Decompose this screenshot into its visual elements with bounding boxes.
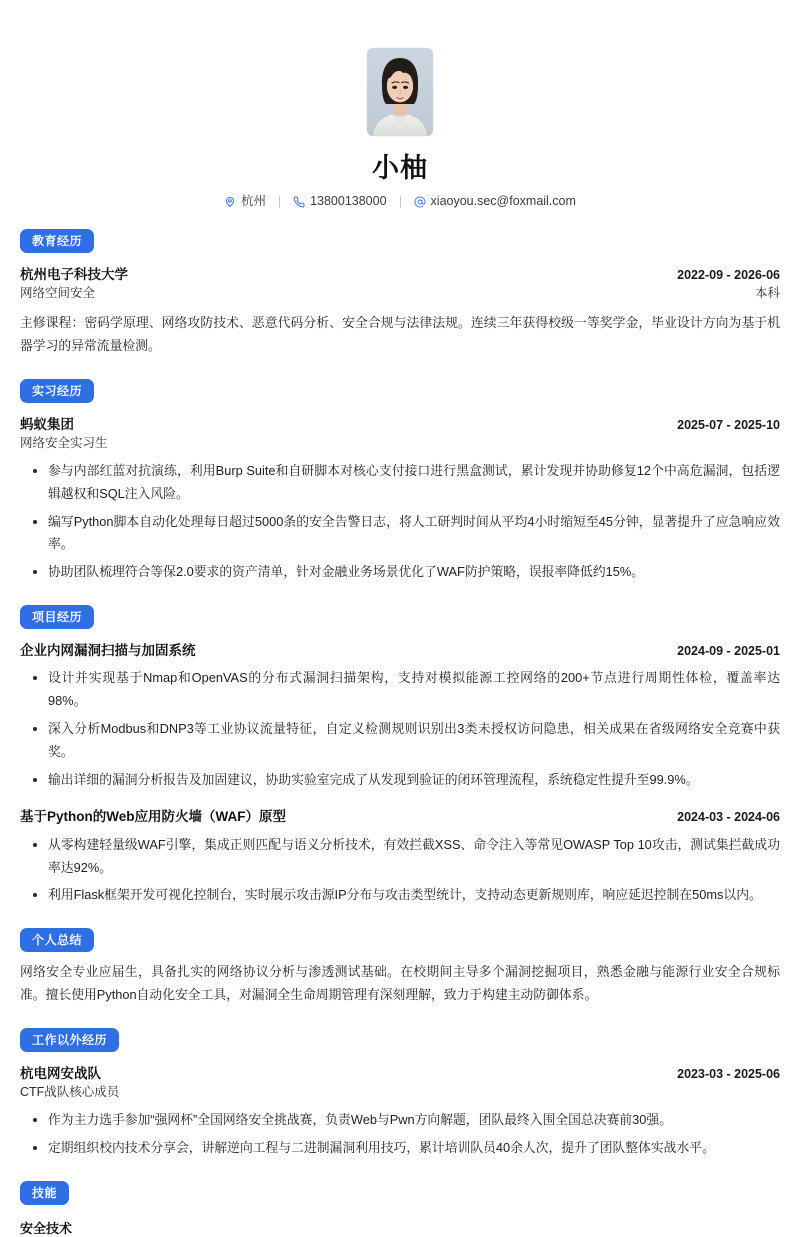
- project-bullets: [20, 667, 780, 791]
- section-badge-summary: 个人总结: [20, 928, 94, 952]
- list-item: 编写Python脚本自动化处理每日超过5000条的安全告警日志，将人工研判时间从平均4小时缩短至45分钟，显著提升了应急响应效率。: [20, 511, 780, 557]
- avatar: [367, 48, 433, 136]
- education-degree: 本科: [754, 286, 780, 301]
- skill-group-title: 安全技术: [20, 1220, 73, 1236]
- location-pin-icon: [224, 196, 236, 208]
- extracurricular-bullets: [20, 1109, 780, 1160]
- list-item: 参与内部红蓝对抗演练，利用Burp Suite和自研脚本对核心支付接口进行黑盒测试，累计发现并协助修复12个中高危漏洞，包括逻辑越权和SQL注入风险。: [20, 460, 780, 506]
- list-item: 从零构建轻量级WAF引擎，集成正则匹配与语义分析技术，有效拦截XSS、命令注入等常见OWASP Top 10攻击，测试集拦截成功率达92%。: [20, 834, 780, 880]
- section-badge-skills: 技能: [20, 1181, 69, 1205]
- section-skills: [20, 1181, 780, 1237]
- education-detail: 主修课程：密码学原理、网络攻防技术、恶意代码分析、安全合规与法律法规。连续三年获得校级一等奖学金，毕业设计方向为基于机器学习的异常流量检测。: [20, 315, 780, 353]
- section-badge-internship: 实习经历: [20, 379, 94, 403]
- list-item: 协助团队梳理符合等保2.0要求的资产清单，针对金融业务场景优化了WAF防护策略，误报率降低约15%。: [20, 561, 780, 584]
- section-badge-extracurricular: 工作以外经历: [20, 1028, 119, 1052]
- section-badge-projects: 项目经历: [20, 605, 94, 629]
- page-title: 小柚: [372, 153, 428, 183]
- extracurricular-row-primary: [20, 1064, 780, 1084]
- project-entry: [20, 807, 780, 907]
- contact-email-text: xiaoyou.sec@foxmail.com: [430, 194, 576, 209]
- project-date: 2024-09 - 2025-01: [677, 643, 780, 658]
- resume-header: [20, 40, 780, 208]
- list-item: 设计并实现基于Nmap和OpenVAS的分布式漏洞扫描架构，支持对模拟能源工控网络的200+节点进行周期性体检，覆盖率达98%。: [20, 667, 780, 713]
- extracurricular-org: 杭电网安战队: [20, 1065, 101, 1081]
- phone-icon: [293, 196, 305, 208]
- section-projects: [20, 605, 780, 907]
- list-item: 定期组织校内技术分享会，讲解逆向工程与二进制漏洞利用技巧，累计培训队员40余人次，提升了团队整体实战水平。: [20, 1137, 780, 1160]
- contact-phone-text: 13800138000: [310, 194, 387, 209]
- internship-date: 2025-07 - 2025-10: [677, 417, 780, 432]
- education-entry: [20, 265, 780, 358]
- education-row-secondary: [20, 284, 780, 303]
- project-row-primary: [20, 641, 780, 661]
- section-education: [20, 229, 780, 358]
- education-date: 2022-09 - 2026-06: [677, 267, 780, 282]
- section-extracurricular: [20, 1028, 780, 1160]
- list-item: 输出详细的漏洞分析报告及加固建议，协助实验室完成了从发现到验证的闭环管理流程，系统稳定性提升至99.9%。: [20, 769, 780, 792]
- list-item: 作为主力选手参加“强网杯”全国网络安全挑战赛，负责Web与Pwn方向解题，团队最终入围全国总决赛前30强。: [20, 1109, 780, 1132]
- list-item: 深入分析Modbus和DNP3等工业协议流量特征，自定义检测规则识别出3类未授权访问隐患，相关成果在省级网络安全竞赛中获奖。: [20, 718, 780, 764]
- internship-entry: [20, 415, 780, 584]
- education-school: 杭州电子科技大学: [20, 266, 128, 282]
- extracurricular-role: CTF战队核心成员: [20, 1085, 120, 1100]
- internship-bullets: [20, 460, 780, 584]
- project-entry: [20, 641, 780, 791]
- list-item: 利用Flask框架开发可视化控制台，实时展示攻击源IP分布与攻击类型统计，支持动态更新规则库，响应延迟控制在50ms以内。: [20, 884, 780, 907]
- section-summary: [20, 928, 780, 1007]
- internship-row-primary: [20, 415, 780, 435]
- internship-company: 蚂蚁集团: [20, 416, 74, 432]
- project-title: 基于Python的Web应用防火墙（WAF）原型: [20, 809, 286, 825]
- project-bullets: [20, 834, 780, 907]
- section-internship: [20, 379, 780, 584]
- contact-location-text: 杭州: [241, 194, 267, 209]
- contact-phone: [280, 195, 399, 208]
- education-row-primary: [20, 265, 780, 285]
- project-title: 企业内网漏洞扫描与加固系统: [20, 642, 196, 658]
- contact-email: [401, 195, 589, 208]
- internship-role: 网络安全实习生: [20, 436, 108, 451]
- summary-text: 网络安全专业应届生，具备扎实的网络协议分析与渗透测试基础。在校期间主导多个漏洞挖掘项目，熟悉金融与能源行业安全合规标准。擅长使用Python自动化安全工具，对漏洞全生命周期管理有深刻理解，致力于构建主动防御体系。: [20, 964, 780, 1002]
- education-major: 网络空间安全: [20, 286, 96, 301]
- extracurricular-entry: [20, 1064, 780, 1160]
- portrait-photo-icon: [367, 48, 433, 136]
- extracurricular-date: 2023-03 - 2025-06: [677, 1066, 780, 1081]
- project-date: 2024-03 - 2024-06: [677, 810, 780, 825]
- project-row-primary: [20, 807, 780, 827]
- section-badge-education: 教育经历: [20, 229, 94, 253]
- email-at-icon: [414, 196, 426, 208]
- contact-bar: [20, 195, 780, 208]
- contact-location: [211, 195, 279, 208]
